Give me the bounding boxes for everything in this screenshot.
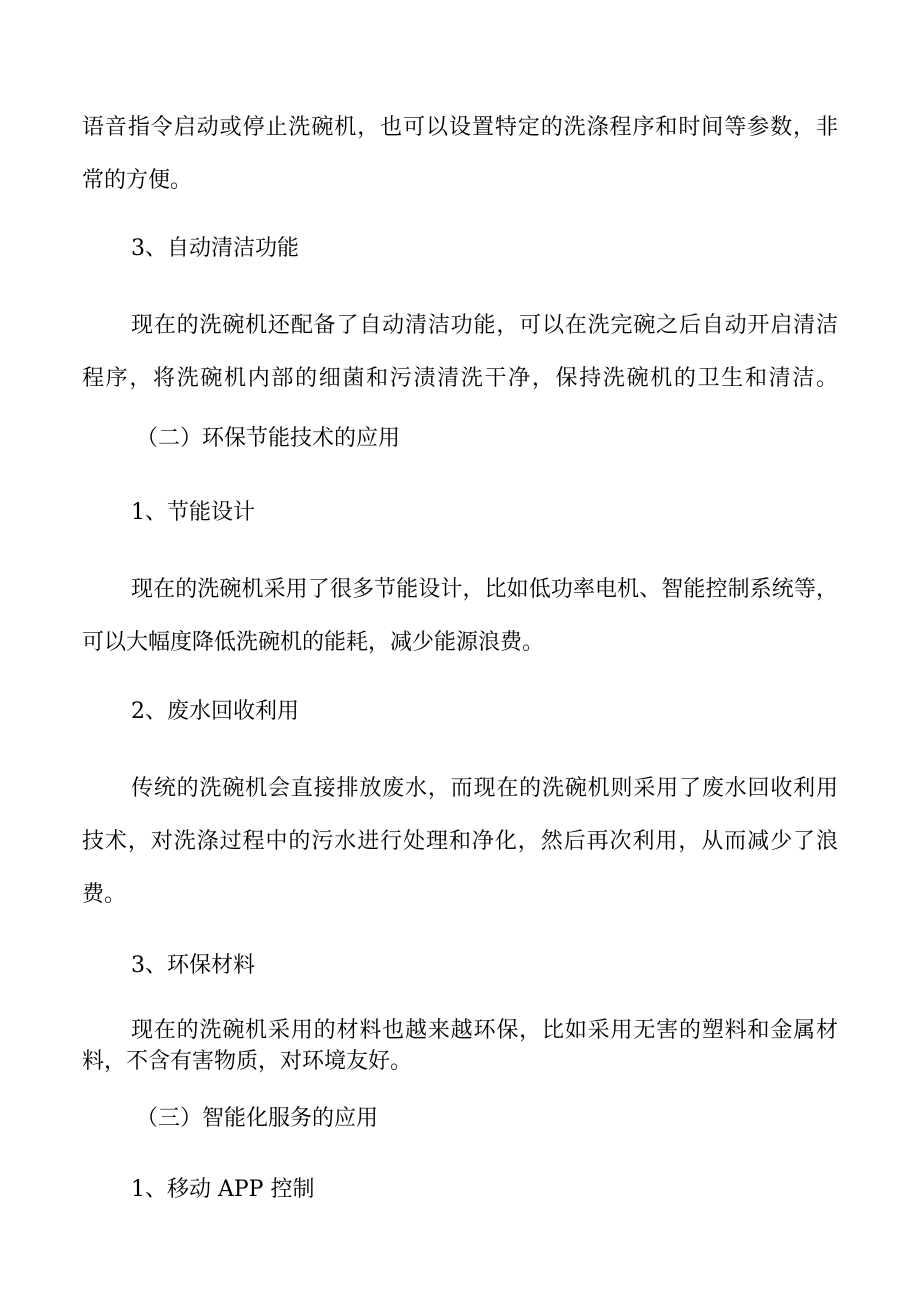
heading-materials: 3、环保材料 <box>131 953 255 978</box>
heading-mobile-app: 1、移动 APP 控制 <box>131 1177 315 1202</box>
paragraph-line: 语音指令启动或停止洗碗机，也可以设置特定的洗涤程序和时间等参数，非 <box>82 115 838 140</box>
paragraph-line: 料，不含有害物质，对环境友好。 <box>82 1049 413 1074</box>
section-title-smart-services: （三）智能化服务的应用 <box>136 1106 379 1131</box>
section-title-environmental: （二）环保节能技术的应用 <box>136 426 401 451</box>
paragraph-line: 现在的洗碗机采用的材料也越来越环保，比如采用无害的塑料和金属材 <box>131 1018 838 1043</box>
paragraph-line: 常的方便。 <box>82 168 193 193</box>
heading-wastewater: 2、废水回收利用 <box>131 699 299 724</box>
paragraph-line: 现在的洗碗机还配备了自动清洁功能，可以在洗完碗之后自动开启清洁 <box>131 313 838 338</box>
heading-auto-clean: 3、自动清洁功能 <box>131 236 299 261</box>
paragraph-line: 传统的洗碗机会直接排放废水，而现在的洗碗机则采用了废水回收利用 <box>131 776 838 801</box>
paragraph-line: 程序，将洗碗机内部的细菌和污渍清洗干净，保持洗碗机的卫生和清洁。 <box>82 366 838 391</box>
heading-energy-saving: 1、节能设计 <box>131 500 255 525</box>
paragraph-line: 现在的洗碗机采用了很多节能设计，比如低功率电机、智能控制系统等， <box>131 577 838 602</box>
paragraph-line: 可以大幅度降低洗碗机的能耗，减少能源浪费。 <box>82 630 545 655</box>
paragraph-line: 技术，对洗涤过程中的污水进行处理和净化，然后再次利用，从而减少了浪 <box>82 829 838 854</box>
paragraph-line: 费。 <box>82 882 127 907</box>
